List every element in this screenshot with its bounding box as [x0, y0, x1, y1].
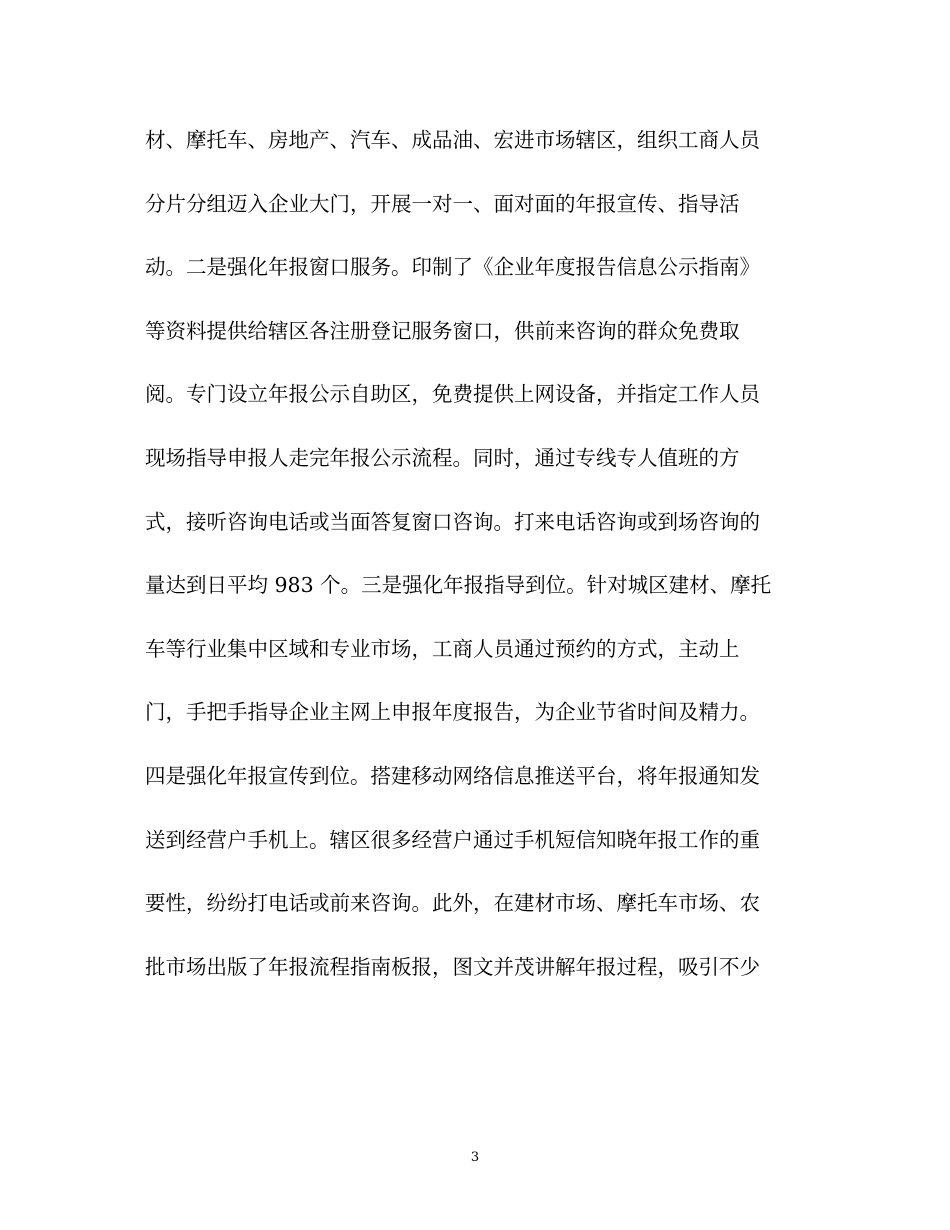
text-line-7: 式，接听咨询电话或当面答复窗口咨询。打来电话咨询或到场咨询的 — [145, 509, 760, 534]
text-line-2: 分片分组迈入企业大门，开展一对一、面对面的年报宣传、指导活 — [145, 191, 740, 216]
body-text — [145, 118, 805, 1008]
text-line-6: 现场指导申报人走完年报公示流程。同时，通过专线专人值班的方 — [145, 445, 740, 470]
text-line-3: 动。二是强化年报窗口服务。印制了《企业年度报告信息公示指南》 — [145, 255, 760, 280]
text-line-10: 门，手把手指导企业主网上申报年度报告，为企业节省时间及精力。 — [145, 700, 760, 725]
text-line-14: 批市场出版了年报流程指南板报，图文并茂讲解年报过程，吸引不少 — [145, 954, 760, 979]
text-line-8: 量达到日平均 983 个。三是强化年报指导到位。针对城区建材、摩托 — [145, 573, 772, 598]
text-line-11: 四是强化年报宣传到位。搭建移动网络信息推送平台，将年报通知发 — [145, 763, 760, 788]
text-line-5: 阅。专门设立年报公示自助区，免费提供上网设备，并指定工作人员 — [145, 382, 760, 407]
text-line-9: 车等行业集中区域和专业市场，工商人员通过预约的方式，主动上 — [145, 636, 740, 661]
page-number: 3 — [470, 1150, 480, 1165]
text-line-1: 材、摩托车、房地产、汽车、成品油、宏进市场辖区，组织工商人员 — [145, 128, 760, 152]
text-line-13: 要性，纷纷打电话或前来咨询。此外，在建材市场、摩托车市场、农 — [145, 891, 760, 916]
text-line-4: 等资料提供给辖区各注册登记服务窗口，供前来咨询的群众免费取 — [145, 318, 740, 343]
text-line-12: 送到经营户手机上。辖区很多经营户通过手机短信知晓年报工作的重 — [145, 827, 760, 852]
